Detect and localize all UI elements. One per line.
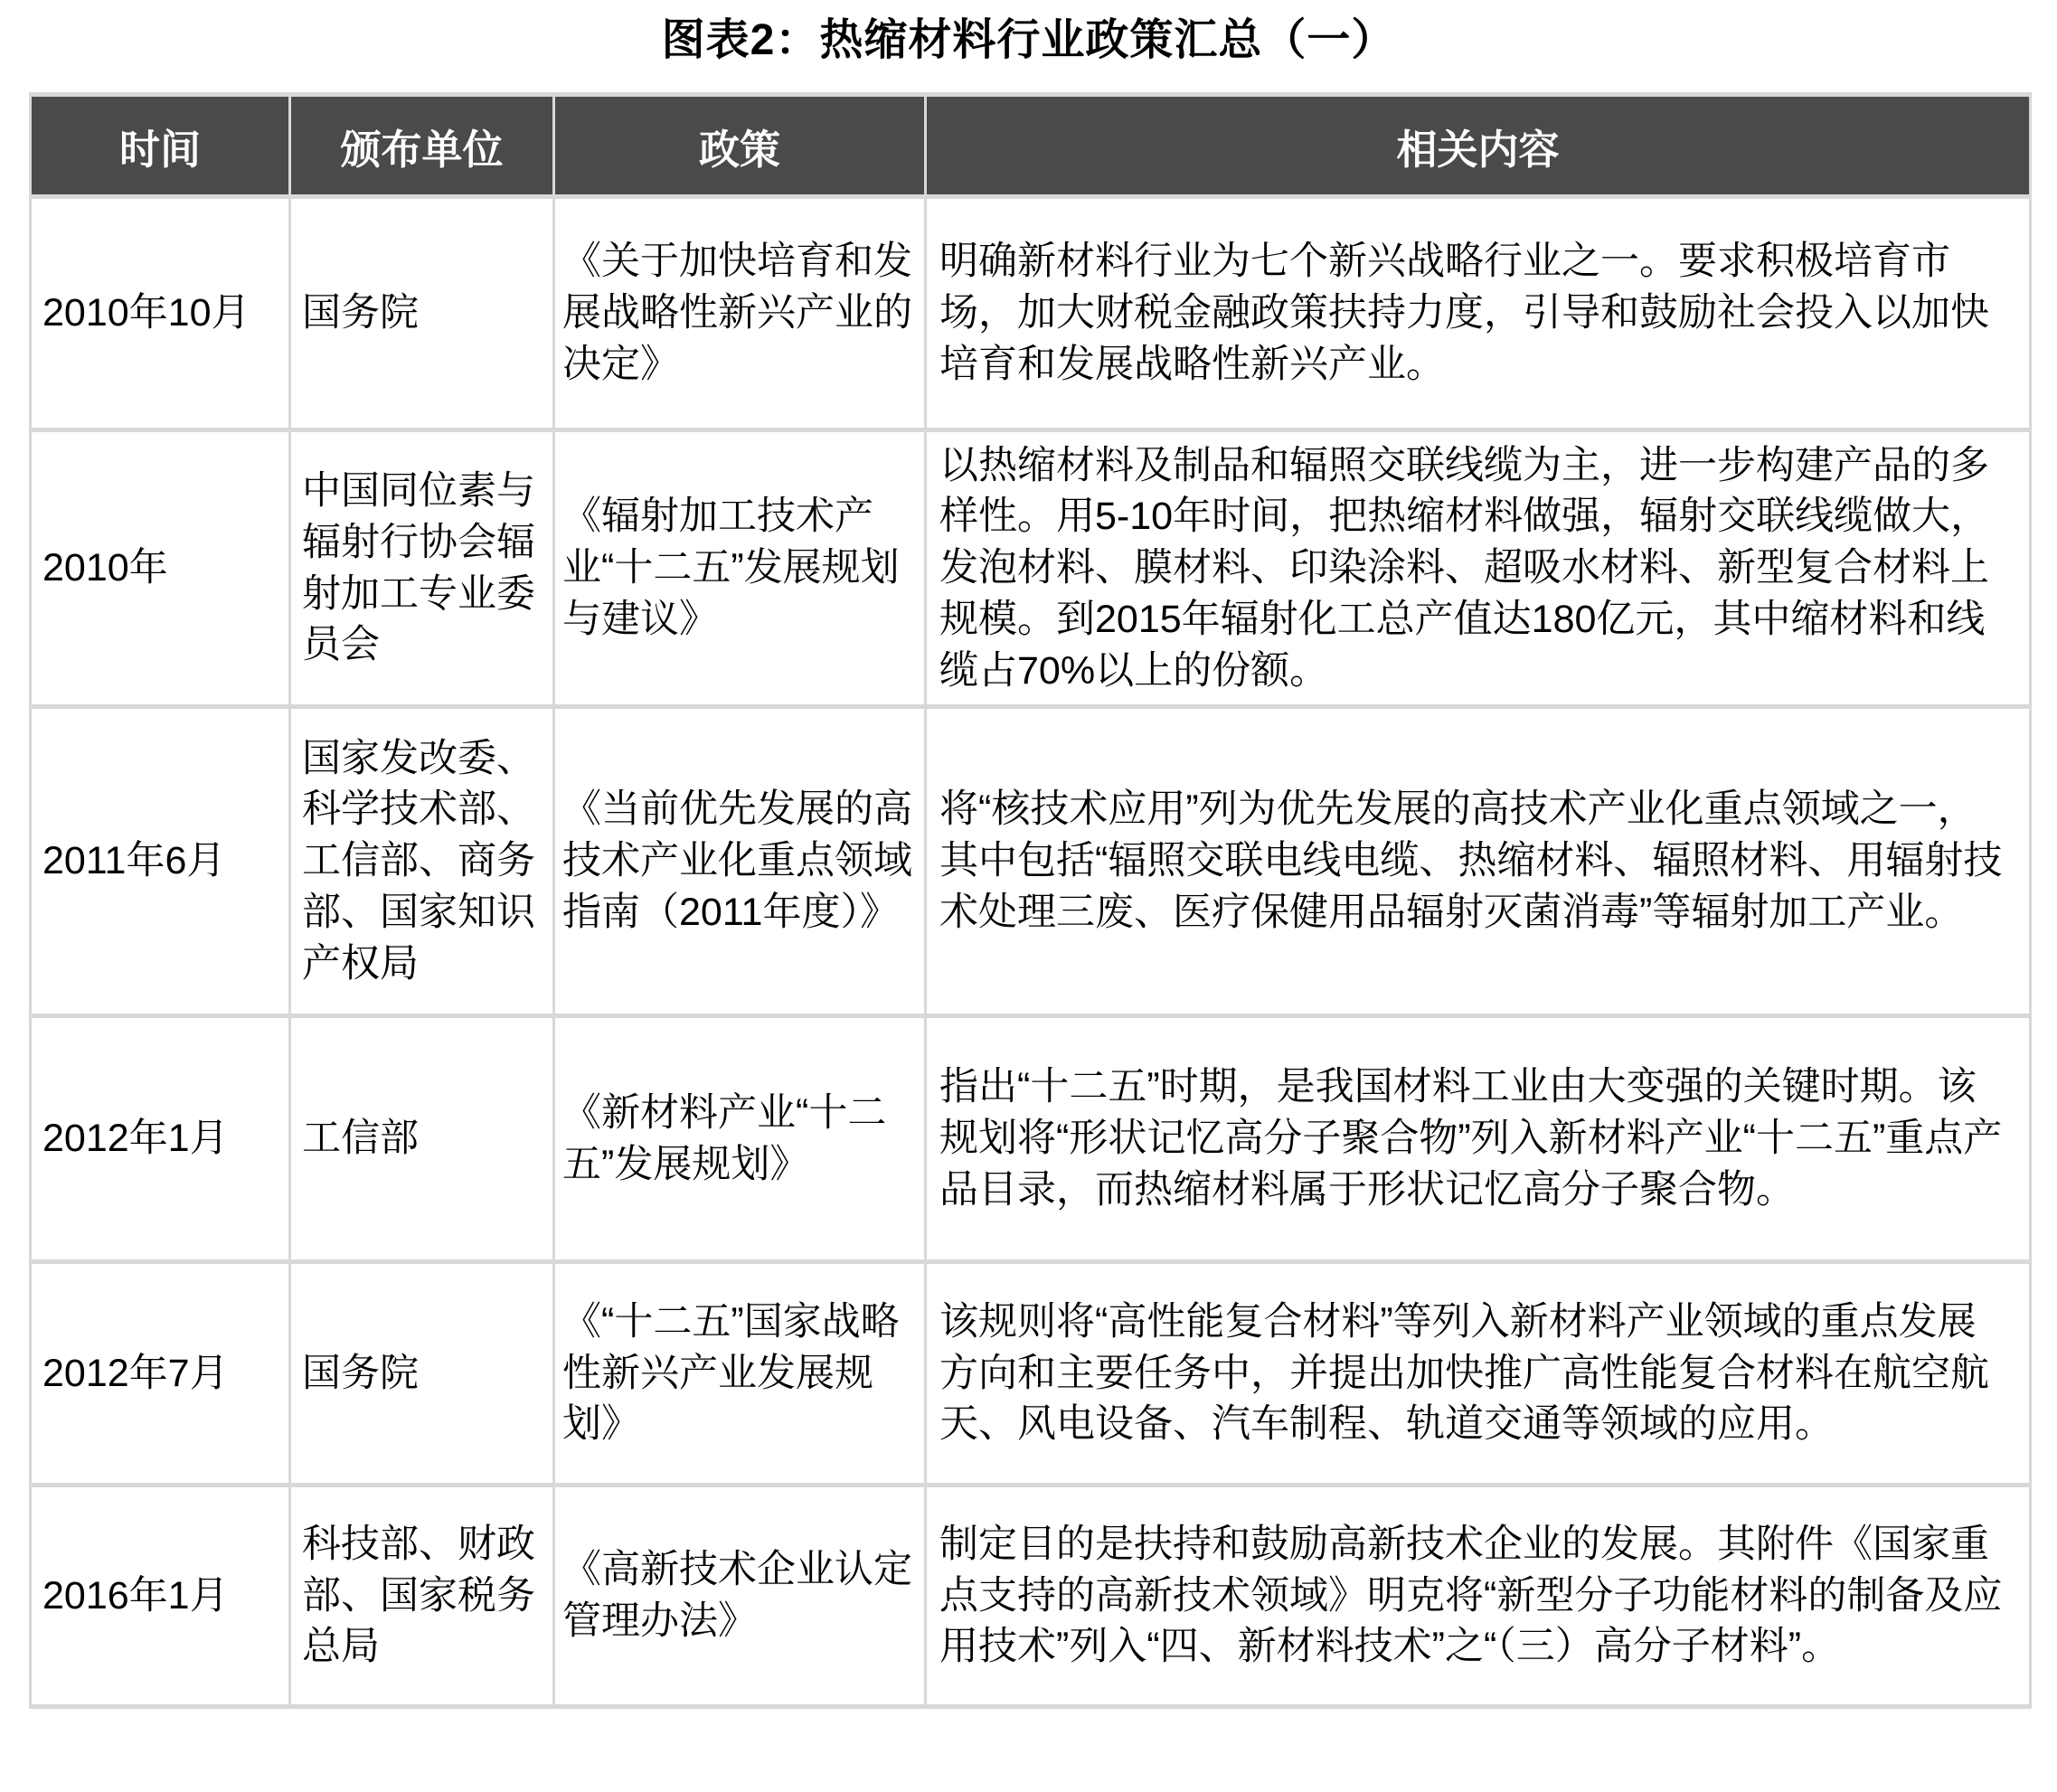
table-row	[31, 197, 2031, 430]
cell-policy: 《高新技术企业认定管理办法》	[554, 1485, 926, 1707]
cell-unit: 中国同位素与辐射行协会辐射加工专业委员会	[290, 430, 554, 707]
cell-unit: 国务院	[290, 197, 554, 430]
table-row	[31, 430, 2031, 707]
cell-time: 2016年1月	[31, 1485, 290, 1707]
cell-unit: 工信部	[290, 1016, 554, 1262]
cell-policy: 《当前优先发展的高技术产业化重点领域指南（2011年度）》	[554, 707, 926, 1016]
cell-policy: 《“十二五”国家战略性新兴产业发展规划》	[554, 1262, 926, 1485]
cell-content: 明确新材料行业为七个新兴战略行业之一。要求积极培育市场，加大财税金融政策扶持力度，引导和鼓励社会投入以加快培育和发展战略性新兴产业。	[926, 197, 2031, 430]
cell-content: 将“核技术应用”列为优先发展的高技术产业化重点领域之一，其中包括“辐照交联电线电缆、热缩材料、辐照材料、用辐射技术处理三废、医疗保健用品辐射灭菌消毒”等辐射加工产业。	[926, 707, 2031, 1016]
policy-table	[29, 92, 2032, 1709]
cell-time: 2012年7月	[31, 1262, 290, 1485]
cell-unit: 科技部、财政部、国家税务总局	[290, 1485, 554, 1707]
page-title: 图表2：热缩材料行业政策汇总（一）	[661, 16, 1396, 64]
cell-content: 指出“十二五”时期，是我国材料工业由大变强的关键时期。该规划将“形状记忆高分子聚合物”列入新材料产业“十二五”重点产品目录，而热缩材料属于形状记忆高分子聚合物。	[926, 1016, 2031, 1262]
cell-policy: 《新材料产业“十二五”发展规划》	[554, 1016, 926, 1262]
cell-time: 2010年10月	[31, 197, 290, 430]
table-header-row	[31, 95, 2031, 197]
cell-policy: 《辐射加工技术产业“十二五”发展规划与建议》	[554, 430, 926, 707]
cell-unit: 国务院	[290, 1262, 554, 1485]
cell-content: 制定目的是扶持和鼓励高新技术企业的发展。其附件《国家重点支持的高新技术领域》明克将“新型分子功能材料的制备及应用技术”列入“四、新材料技术”之“（三）高分子材料”。	[926, 1485, 2031, 1707]
table-row	[31, 1016, 2031, 1262]
cell-content: 以热缩材料及制品和辐照交联线缆为主，进一步构建产品的多样性。用5-10年时间，把热缩材料做强，辐射交联线缆做大，发泡材料、膜材料、印染涂料、超吸水材料、新型复合材料上规模。到2015年辐射化工总产值达180亿元，其中缩材料和线缆占70%以上的份额。	[926, 430, 2031, 707]
cell-time: 2011年6月	[31, 707, 290, 1016]
table-row	[31, 1262, 2031, 1485]
header-unit: 颁布单位	[290, 95, 554, 197]
header-time: 时间	[31, 95, 290, 197]
cell-unit: 国家发改委、科学技术部、工信部、商务部、国家知识产权局	[290, 707, 554, 1016]
header-policy: 政策	[554, 95, 926, 197]
cell-policy: 《关于加快培育和发展战略性新兴产业的决定》	[554, 197, 926, 430]
table-row	[31, 707, 2031, 1016]
header-content: 相关内容	[926, 95, 2031, 197]
cell-time: 2012年1月	[31, 1016, 290, 1262]
cell-content: 该规则将“高性能复合材料”等列入新材料产业领域的重点发展方向和主要任务中，并提出加快推广高性能复合材料在航空航天、风电设备、汽车制程、轨道交通等领域的应用。	[926, 1262, 2031, 1485]
cell-time: 2010年	[31, 430, 290, 707]
table-row	[31, 1485, 2031, 1707]
